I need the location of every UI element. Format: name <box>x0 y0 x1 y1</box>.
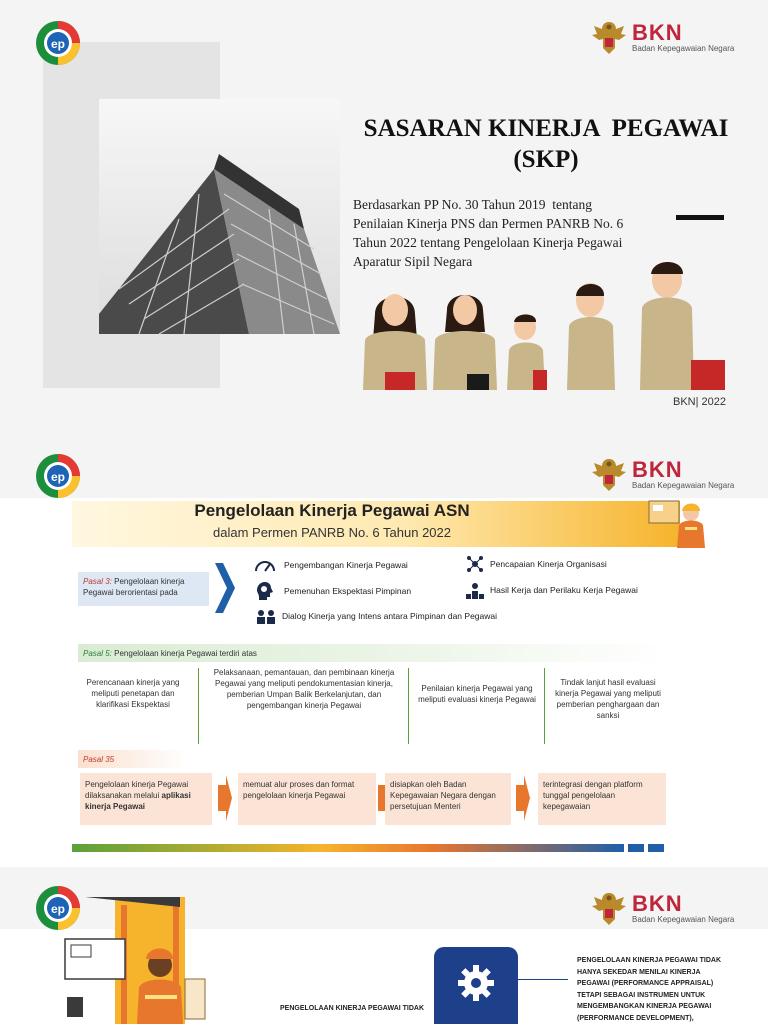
cover-footer: BKN| 2022 <box>672 396 726 408</box>
pasal5-item: Penilaian kinerja Pegawai yang meliputi evaluasi kinerja Pegawai <box>418 684 536 704</box>
left-caption: PENGELOLAAN KINERJA PEGAWAI TIDAK <box>280 1005 425 1012</box>
slide-pengelolaan <box>0 433 768 867</box>
pasal35-box-1: Pengelolaan kinerja Pegawai dilaksanakan melalui aplikasi kinerja Pegawai <box>80 773 212 825</box>
building-photo <box>99 99 340 334</box>
pasal35-box-3: disiapkan oleh Badan Kepegawaian Negara dengan persetujuan Menteri <box>385 773 511 825</box>
pasal35-box-4: terintegrasi dengan platform tunggal pengelolaan kepegawaian <box>538 773 666 825</box>
orientation-item: Pemenuhan Ekspektasi Pimpinan <box>256 581 411 601</box>
pasal5-header: Pasal 5: Pengelolaan kinerja Pegawai terdiri atas <box>78 644 668 662</box>
pasal5-item: Tindak lanjut hasil evaluasi kinerja Pegawai yang meliputi pemberian penghargaan dan sanksi <box>555 678 661 720</box>
svg-text:ep: ep <box>50 902 66 916</box>
orientation-item: Pengembangan Kinerja Pegawai <box>254 558 408 572</box>
cover-title-line-1: SASARAN KINERJA PEGAWAI <box>363 115 729 142</box>
cover-description: Berdasarkan PP No. 30 Tahun 2019 tentang Penilaian Kinerja PNS dan Permen PANRB No. 6 Tahun 2022 tentang Pengelolaan Kinerja Pegawai Aparatur Sipil Negara <box>353 197 624 269</box>
network-icon <box>466 555 484 573</box>
svg-text:ep: ep <box>50 470 66 484</box>
connector-line <box>518 979 568 980</box>
arrow-right-icon <box>218 775 232 821</box>
slide-title: Pengelolaan Kinerja Pegawai ASN <box>194 501 470 520</box>
bkn-logo <box>590 455 734 495</box>
pasal3-box: Pasal 3: Pengelolaan kinerja Pegawai berorientasi pada <box>78 572 209 606</box>
slide-pengelolaan-intro <box>0 867 768 1024</box>
bkn-logo <box>590 18 734 58</box>
orientation-item: Hasil Kerja dan Perilaku Kerja Pegawai <box>466 581 638 599</box>
slide-subtitle: dalam Permen PANRB No. 6 Tahun 2022 <box>213 525 451 540</box>
pasal5-item: Pelaksanaan, pemantauan, dan pembinaan kinerja Pegawai yang meliputi pendokumentasian kinerja, pemberian Umpan Balik Berkelanjutan, dan pengembangan kinerja Pegawai <box>213 668 395 710</box>
bkn-subtitle: Badan Kepegawaian Negara <box>632 481 735 490</box>
construction-illustration <box>55 887 210 1024</box>
head-gear-icon <box>256 581 274 601</box>
orientation-item: Pencapaian Kinerja Organisasi <box>466 555 607 573</box>
arrow-right-icon <box>516 775 530 821</box>
ep-logo-icon <box>35 453 81 499</box>
garuda-icon <box>590 455 628 495</box>
divider <box>198 668 199 744</box>
ep-logo-icon <box>35 20 81 66</box>
award-icon <box>466 581 484 599</box>
right-description: PENGELOLAAN KINERJA PEGAWAI TIDAK HANYA SEKEDAR MENILAI KINERJA PEGAWAI (PERFORMANCE APPRAISAL) TETAPI SEBAGAI INSTRUMEN UNTUK MENGEMBANGKAN KINERJA PEGAWAI (PERFORMANCE DEVELOPMENT), <box>577 957 722 1022</box>
gear-icon <box>456 963 496 1003</box>
svg-text:ep: ep <box>50 37 66 51</box>
orientation-item: Dialog Kinerja yang Intens antara Pimpinan dan Pegawai <box>256 608 497 624</box>
divider <box>408 668 409 744</box>
bkn-wordmark: BKN <box>632 457 683 482</box>
garuda-icon <box>590 889 628 929</box>
cover-title-line-2: (SKP) <box>513 146 579 173</box>
slide-cover <box>0 0 768 433</box>
civil-servants-illustration <box>355 252 730 390</box>
cover-title <box>350 113 742 175</box>
bkn-subtitle: Badan Kepegawaian Negara <box>632 915 735 924</box>
pasal35-header: Pasal 35 <box>78 750 188 768</box>
bkn-subtitle: Badan Kepegawaian Negara <box>632 44 735 53</box>
garuda-icon <box>590 18 628 58</box>
gauge-icon <box>254 558 276 572</box>
bkn-logo <box>590 889 734 929</box>
pasal35-box-2: memuat alur proses dan format pengelolaan kinerja Pegawai <box>238 773 376 825</box>
bkn-wordmark: BKN <box>632 20 683 45</box>
footer-gradient-bar <box>72 844 624 852</box>
dialog-icon <box>256 608 276 624</box>
accent-bar <box>676 215 724 220</box>
bkn-wordmark: BKN <box>632 891 683 916</box>
divider <box>544 668 545 744</box>
worker-illustration <box>645 493 710 548</box>
footer-block <box>628 844 644 852</box>
pasal5-item: Perencanaan kinerja yang meliputi penetapan dan klarifikasi Ekspektasi <box>86 678 180 709</box>
footer-block <box>648 844 664 852</box>
arrow-right-icon <box>215 563 235 613</box>
